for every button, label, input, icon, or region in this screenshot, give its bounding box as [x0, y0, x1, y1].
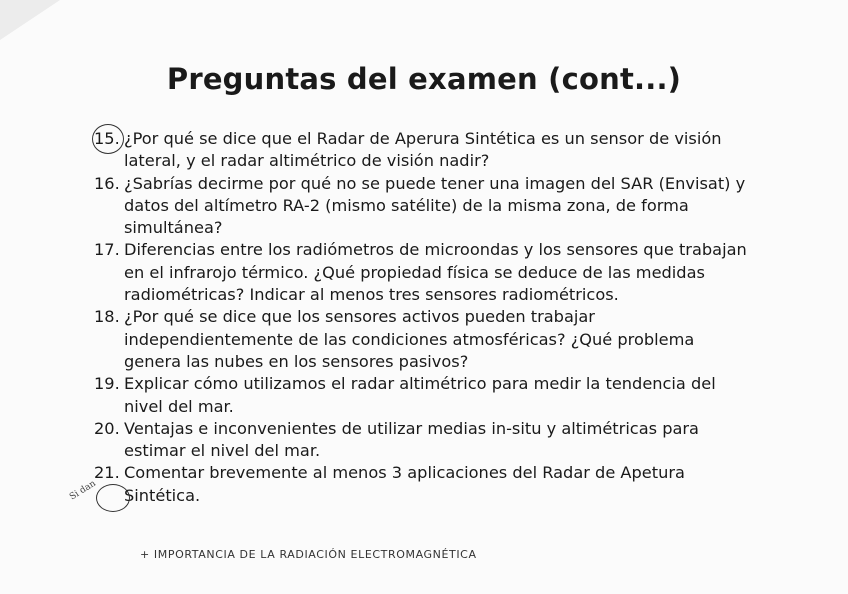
handwritten-circle-21 — [96, 484, 130, 512]
question-text: Diferencias entre los radiómetros de microondas y los sensores que trabajan en el infrarojo térmico. ¿Qué propiedad física se deduce de las medidas radiométricas? Indicar al menos tres sensores radiométricos. — [124, 240, 747, 305]
handwritten-margin-note: Si dan — [68, 478, 98, 503]
question-text: ¿Sabrías decirme por qué no se puede tener una imagen del SAR (Envisat) y datos del altímetro RA-2 (mismo satélite) de la misma zona, de forma simultánea? — [124, 173, 746, 238]
question-text: Explicar cómo utilizamos el radar altimétrico para medir la tendencia del nivel del mar. — [124, 374, 716, 416]
page-corner-fold — [0, 0, 60, 40]
question-16 — [94, 173, 754, 240]
question-text: Ventajas e inconvenientes de utilizar medias in-situ y altimétricas para estimar el nivel del mar. — [124, 418, 699, 461]
question-17 — [94, 239, 754, 306]
question-text: ¿Por qué se dice que los sensores activos pueden trabajar independientemente de las condiciones atmosféricas? ¿Qué problema genera las nubes en los sensores pasivos? — [124, 307, 695, 371]
question-number: 18. — [94, 307, 120, 327]
handwritten-note: + IMPORTANCIA DE LA RADIACIÓN ELECTROMAGNÉTICA — [140, 548, 477, 561]
page-title: Preguntas del examen (cont...) — [166, 62, 682, 96]
question-number: 15. — [94, 129, 120, 148]
question-19 — [94, 373, 754, 418]
question-number: 16. — [94, 173, 120, 193]
handwritten-circle-15 — [92, 124, 124, 154]
question-list — [94, 128, 754, 507]
question-number: 21. — [94, 463, 120, 483]
question-18 — [94, 306, 754, 373]
question-number: 20. — [94, 418, 120, 438]
question-15 — [94, 128, 754, 173]
question-text: Comentar brevemente al menos 3 aplicaciones del Radar de Apetura Sintética. — [124, 463, 685, 505]
question-text: ¿Por qué se dice que el Radar de Aperura Sintética es un sensor de visión lateral, y el radar altimétrico de visión nadir? — [124, 129, 722, 171]
question-number: 17. — [94, 240, 120, 260]
question-20 — [94, 418, 754, 463]
question-21 — [94, 462, 754, 507]
question-number: 19. — [94, 374, 120, 394]
